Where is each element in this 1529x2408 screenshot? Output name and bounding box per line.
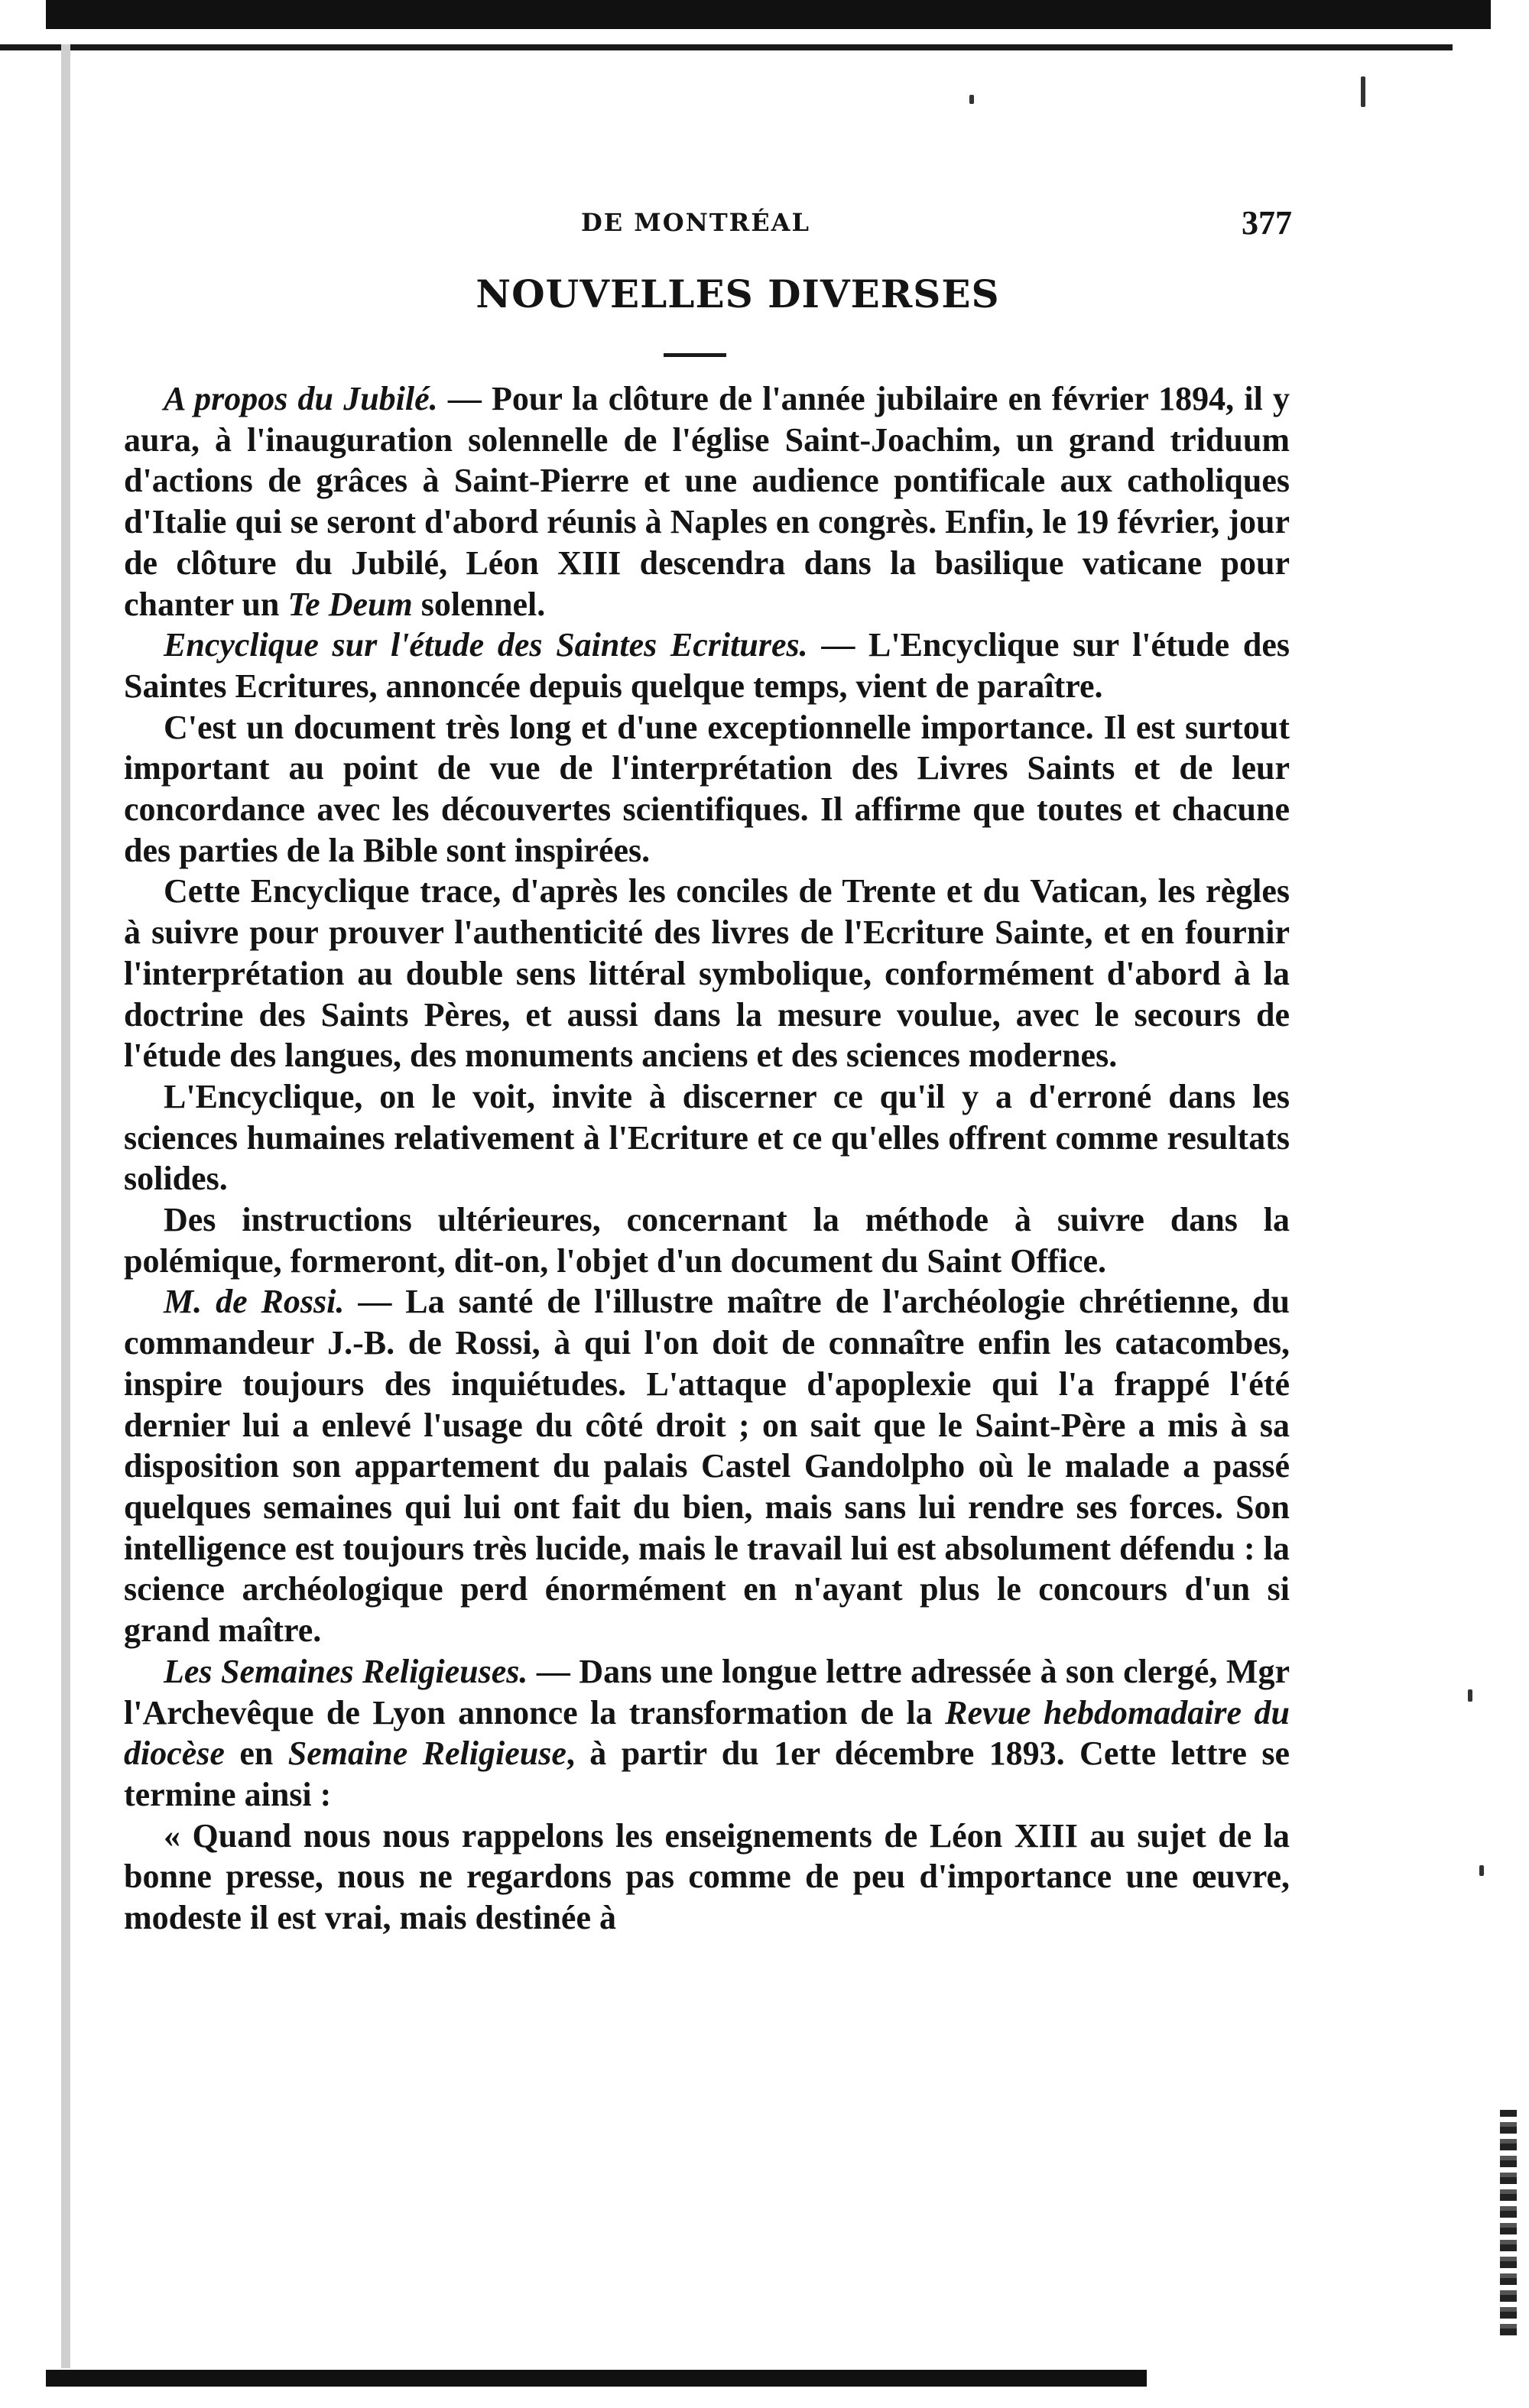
article-paragraph: L'Encyclique, on le voit, invite à discerner ce qu'il y a d'erroné dans les sciences humaines relativement à l'Ecriture et ce qu'elles offrent comme resultats solides. — [124, 1077, 1290, 1198]
article-semaines-religieuses — [124, 1651, 1290, 1816]
article-paragraph: Cette Encyclique trace, d'après les conciles de Trente et du Vatican, les règles à suivre pour prouver l'authenticité des livres de l'Ecriture Sainte, et en fournir l'interprétation au double sens littéral symbolique, conformément d'abord à la doctrine des Saints Pères, et aussi dans la mesure voulue, avec le secours de l'étude des langues, des monuments anciens et des sciences modernes. — [124, 872, 1290, 1075]
article-quote: « Quand nous nous rappelons les enseignements de Léon XIII au sujet de la bonne presse, nous ne regardons pas comme de peu d'importance une œuvre, modeste il est vrai, mais destinée à — [124, 1816, 1290, 1937]
running-title: DE MONTRÉAL — [581, 208, 810, 237]
article-emphasis: Revue hebdomadaire du diocèse — [124, 1693, 1290, 1773]
article-de-rossi — [124, 1281, 1290, 1650]
scan-speck — [969, 95, 974, 104]
article-encyclique — [124, 625, 1290, 706]
article-text: en — [224, 1735, 288, 1773]
article-text: — Pour la clôture de l'année jubilaire en février 1894, il y aura, à l'inauguration solennelle de l'église Saint-Joachim, un grand triduum d'actions de grâces à Saint-Pierre et une audience pontificale aux catholiques d'Italie qui se seront d'abord réunis à Naples en congrès. Enfin, le 19 février, jour de clôture du Jubilé, Léon XIII descendra dans la basilique vaticane pour chanter un — [124, 380, 1290, 623]
article-body — [124, 378, 1290, 1939]
article-lead: Les Semaines Religieuses. — [164, 1652, 528, 1690]
article-text: — L'Encyclique sur l'étude des Saintes Ecritures, annoncée depuis quelque temps, vient de paraître. — [124, 626, 1290, 705]
article-paragraph: C'est un document très long et d'une exceptionnelle importance. Il est surtout important au point de vue de l'interprétation des Livres Saints et de leur concordance avec les découvertes scientifiques. Il affirme que toutes et chacune des parties de la Bible sont inspirées. — [124, 708, 1290, 869]
running-head — [581, 204, 1292, 246]
scan-border-bottom — [46, 2370, 1147, 2387]
scan-border-top — [46, 0, 1491, 29]
article-text: solennel. — [412, 585, 546, 623]
section-title: NOUVELLES DIVERSES — [476, 271, 1000, 316]
scan-speck — [1479, 1865, 1484, 1876]
article-paragraph: Des instructions ultérieures, concernant la méthode à suivre dans la polémique, formeront, dit-on, l'objet d'un document du Saint Office. — [124, 1201, 1290, 1280]
article-jubile — [124, 378, 1290, 625]
scan-rule-top — [0, 44, 1453, 50]
scan-border-left — [61, 44, 70, 2368]
article-emphasis: Semaine Religieuse — [287, 1735, 566, 1773]
page-number: 377 — [1242, 204, 1292, 242]
title-rule — [664, 353, 726, 357]
article-text: — La santé de l'illustre maître de l'archéologie chrétienne, du commandeur J.-B. de Rossi, à qui l'on doit de connaître enfin les catacombes, inspire toujours des inquiétudes. L'attaque d'apoplexie qui l'a frappé l'été dernier lui a enlevé l'usage du côté droit ; on sait que le Saint-Père a mis à sa disposition son appartement du palais Castel Gandolpho où le malade a passé quelques semaines qui lui ont fait du bien, mais sans lui rendre ses forces. Son intelligence est toujours très lucide, mais le travail lui est absolument défendu : la science archéologique perd énormément en n'ayant plus le concours d'un si grand maître. — [124, 1283, 1290, 1650]
article-text: — Dans une longue lettre adressée à son clergé, Mgr l'Archevêque de Lyon annonce la transformation de la — [124, 1652, 1290, 1731]
scan-speck — [1361, 76, 1365, 107]
scan-edge-right — [1500, 2110, 1517, 2339]
article-emphasis: Te Deum — [287, 585, 413, 623]
article-text: , à partir du 1er décembre 1893. Cette lettre se termine ainsi : — [124, 1735, 1290, 1813]
article-lead: A propos du Jubilé. — [164, 380, 438, 417]
article-lead: Encyclique sur l'étude des Saintes Ecritures. — [164, 626, 808, 664]
article-lead: M. de Rossi. — [164, 1283, 345, 1321]
scan-speck — [1468, 1689, 1472, 1702]
